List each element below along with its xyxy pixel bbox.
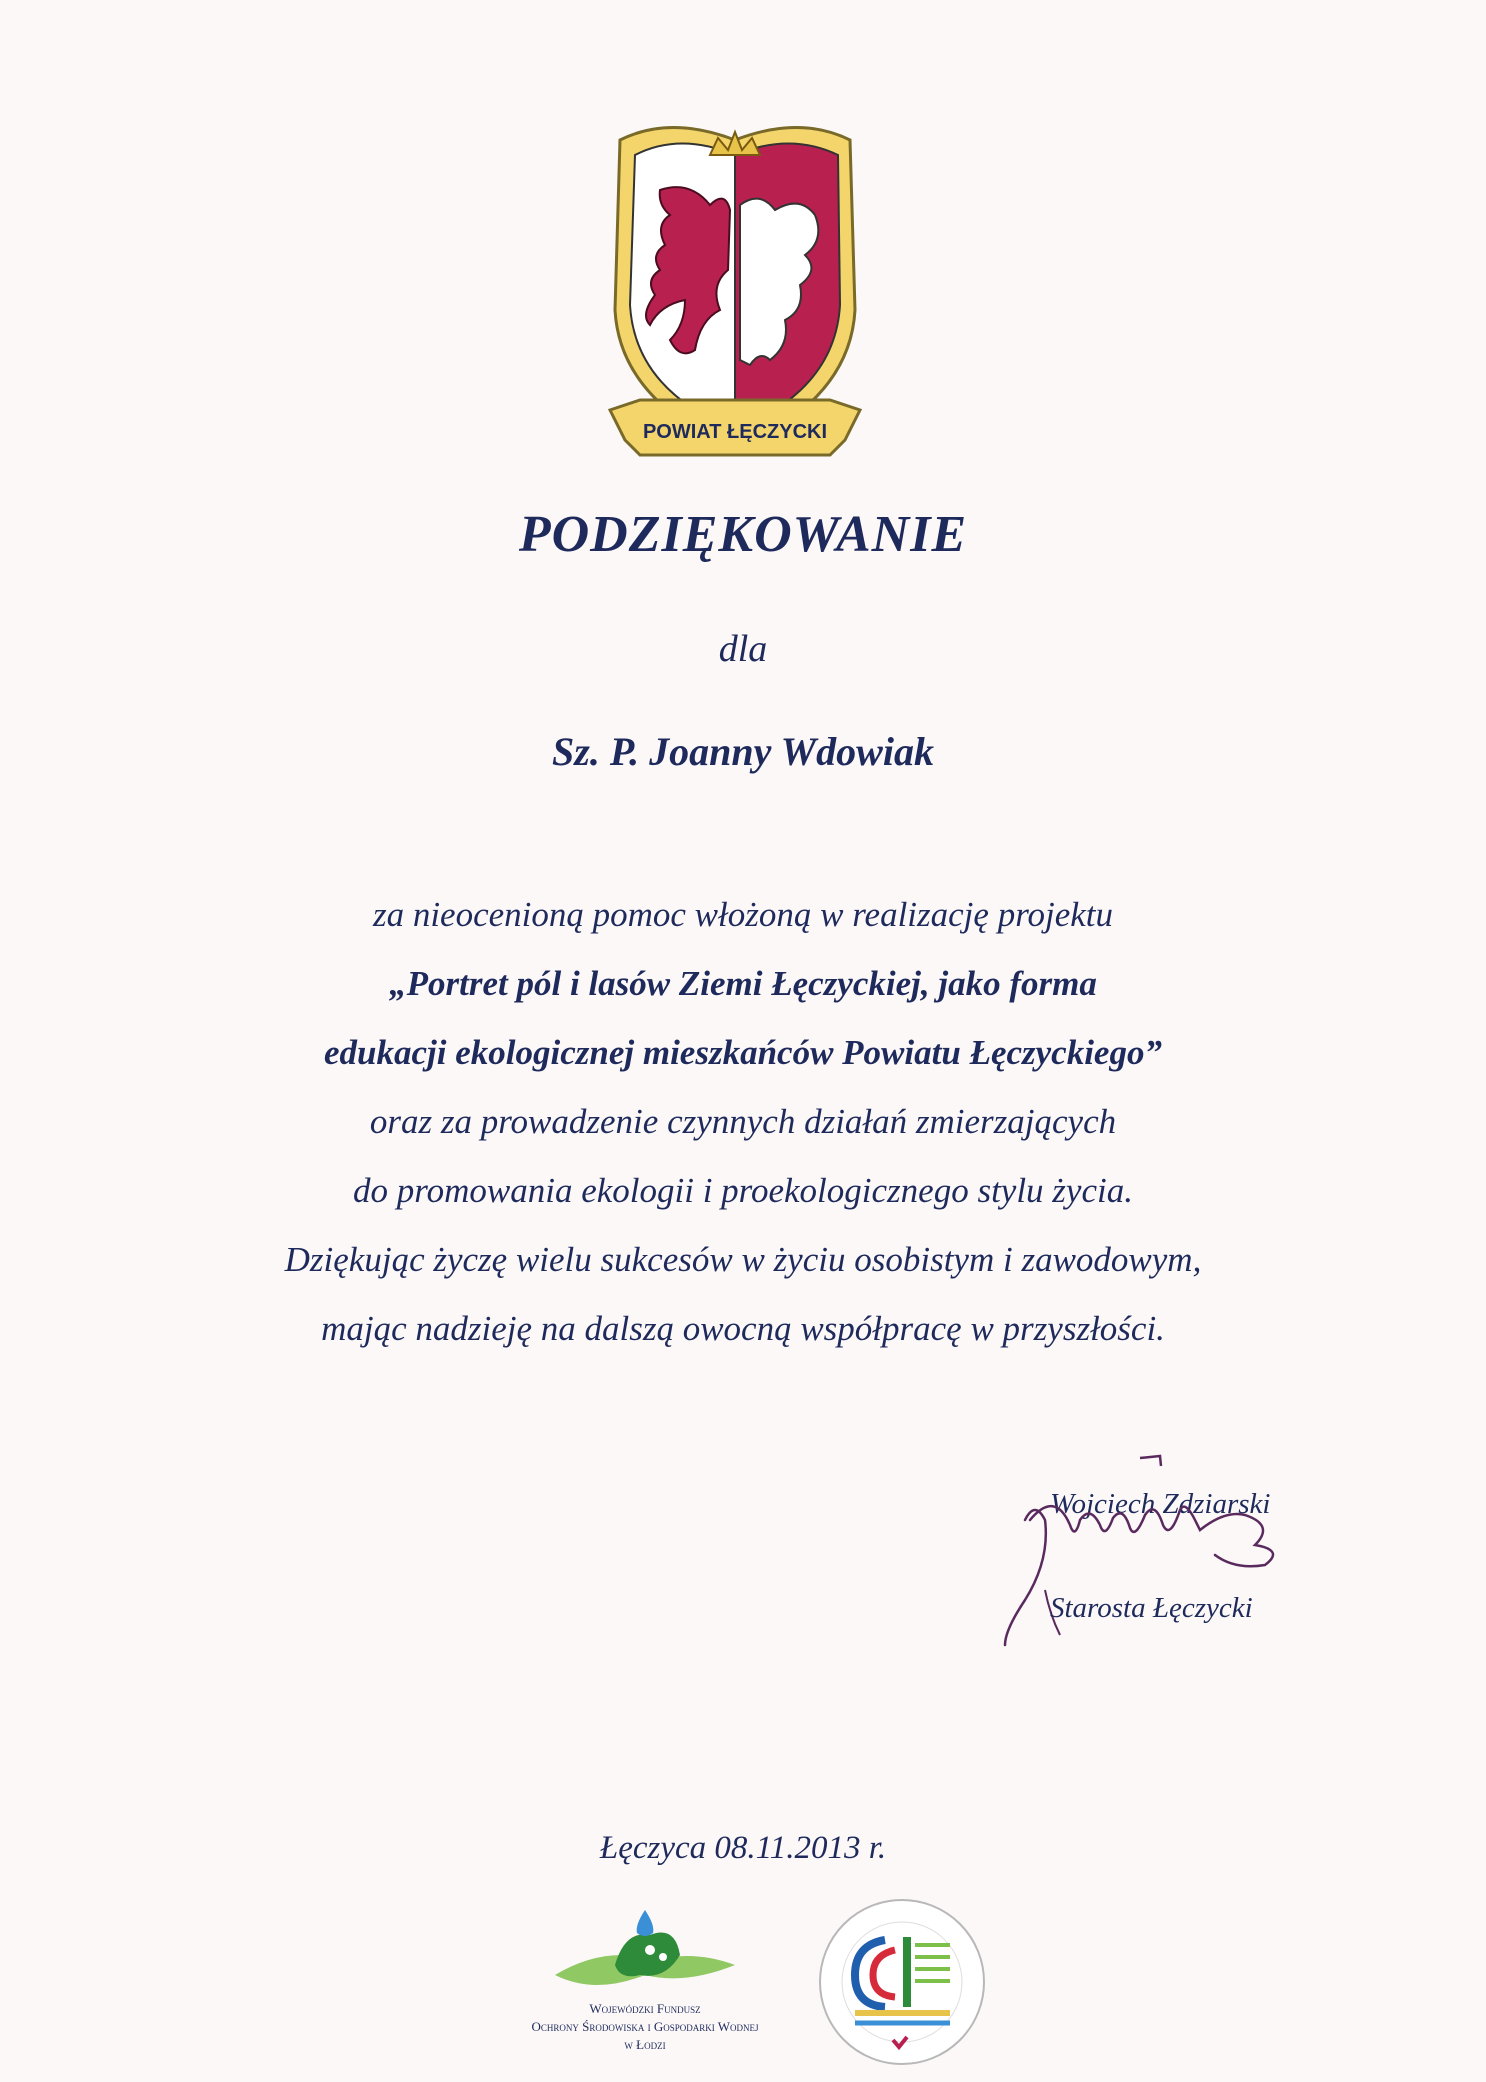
project-circular-logo bbox=[815, 1895, 990, 2070]
sponsor-line: w Łodzi bbox=[624, 2037, 666, 2052]
sponsor-line: Wojewódzki Fundusz bbox=[589, 2001, 701, 2016]
signatory-name: Wojciech Zdziarski bbox=[1050, 1488, 1271, 1520]
body-line: mając nadzieję na dalszą owocną współpracę w przyszłości. bbox=[321, 1309, 1165, 1348]
crest-banner-text: POWIAT ŁĘCZYCKI bbox=[642, 421, 828, 443]
certificate-body bbox=[0, 880, 1486, 1363]
powiat-coat-of-arms-logo bbox=[600, 110, 870, 480]
recipient-name: Sz. P. Joanny Wdowiak bbox=[552, 729, 934, 774]
place-and-date: Łęczyca 08.11.2013 r. bbox=[599, 1830, 887, 1866]
body-line: do promowania ekologii i proekologicznego stylu życia. bbox=[353, 1171, 1133, 1210]
certificate-heading: PODZIĘKOWANIE bbox=[518, 506, 968, 563]
wfos-sponsor-name bbox=[470, 2000, 820, 2054]
for-word: dla bbox=[718, 628, 768, 670]
project-title-line: edukacji ekologicznej mieszkańców Powiatu Łęczyckiego” bbox=[324, 1033, 1162, 1072]
sponsor-line: Ochrony Środowiska i Gospodarki Wodnej bbox=[531, 2019, 759, 2034]
project-title-line: „Portret pól i lasów Ziemi Łęczyckiej, jako forma bbox=[389, 964, 1097, 1003]
signatory-title: Starosta Łęczycki bbox=[1050, 1592, 1253, 1624]
wfos-leaf-logo bbox=[545, 1905, 745, 2000]
body-line: Dziękując życzę wielu sukcesów w życiu osobistym i zawodowym, bbox=[284, 1240, 1202, 1279]
body-line: oraz za prowadzenie czynnych działań zmierzających bbox=[369, 1102, 1117, 1141]
body-line: za nieocenioną pomoc włożoną w realizację projektu bbox=[372, 895, 1114, 934]
